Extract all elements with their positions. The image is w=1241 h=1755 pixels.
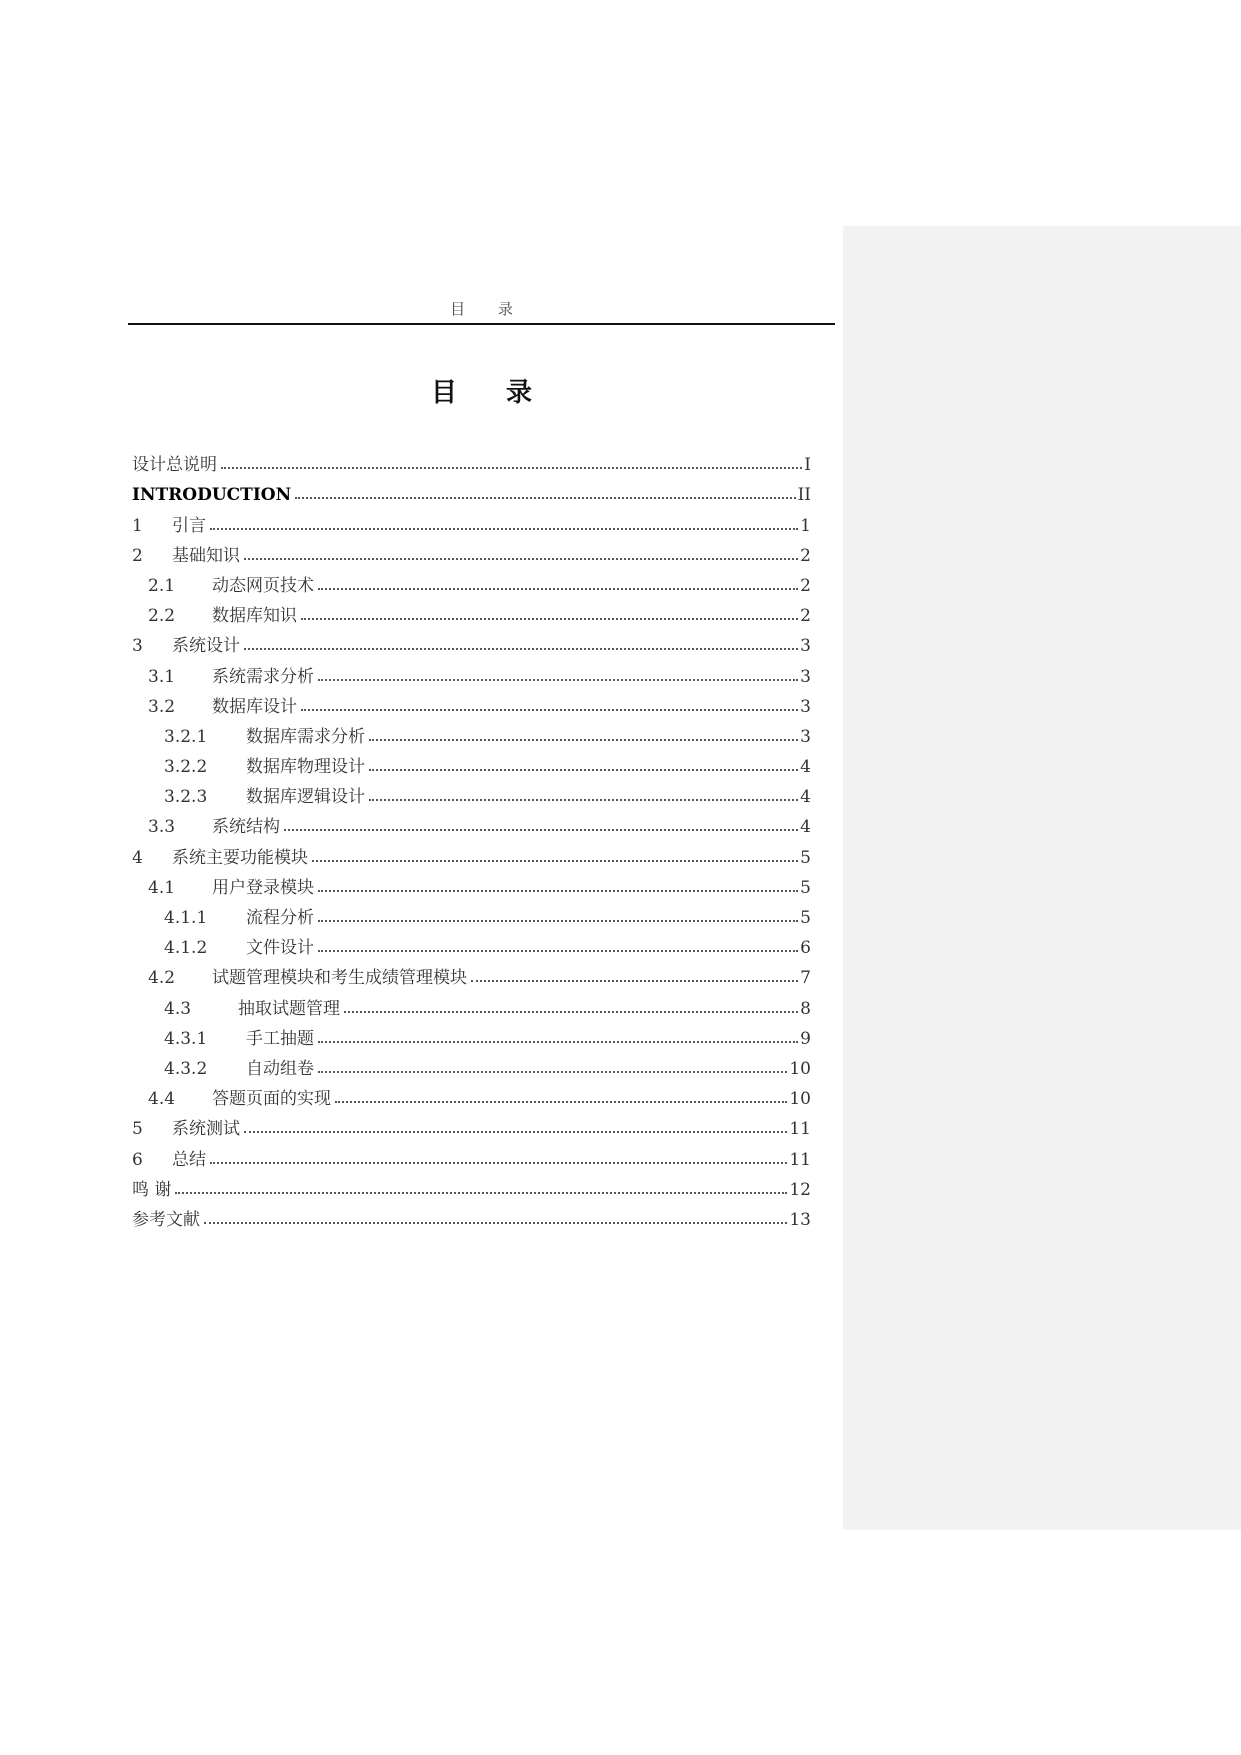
toc-entry[interactable] xyxy=(132,837,811,867)
toc-dot-leader xyxy=(335,1101,787,1103)
toc-entry[interactable] xyxy=(132,656,811,686)
toc-entry-page: 5 xyxy=(800,847,811,868)
toc-entry[interactable] xyxy=(132,898,811,928)
toc-dot-leader xyxy=(221,467,802,469)
toc-dot-leader xyxy=(295,497,795,499)
toc-entry-number: 4 xyxy=(132,847,143,868)
toc-entry-label: 数据库逻辑设计 xyxy=(246,787,365,808)
toc-dot-leader xyxy=(471,980,798,982)
toc-entry-number: 4.3.2 xyxy=(164,1058,208,1079)
toc-entry-number: 3.1 xyxy=(148,666,176,687)
toc-entry-label: 基础知识 xyxy=(172,545,240,566)
toc-entry-number: 3.2.3 xyxy=(164,787,208,808)
toc-dot-leader xyxy=(175,1192,787,1194)
table-of-contents xyxy=(132,445,811,1230)
toc-entry-label: 动态网页技术 xyxy=(212,575,314,596)
toc-dot-leader xyxy=(318,1041,798,1043)
toc-entry[interactable] xyxy=(132,928,811,958)
toc-entry[interactable] xyxy=(132,1139,811,1169)
toc-entry[interactable] xyxy=(132,505,811,535)
toc-entry-number: 3.3 xyxy=(148,817,176,838)
toc-entry-number: 4.1 xyxy=(148,877,176,898)
toc-entry-number: 4.4 xyxy=(148,1089,176,1110)
toc-entry-page: 12 xyxy=(789,1179,811,1200)
toc-entry-number: 3.2.1 xyxy=(164,726,208,747)
toc-dot-leader xyxy=(369,769,798,771)
toc-dot-leader xyxy=(244,558,798,560)
toc-entry-label: 文件设计 xyxy=(246,938,314,959)
toc-entry[interactable] xyxy=(132,1079,811,1109)
toc-entry[interactable] xyxy=(132,747,811,777)
toc-entry-number: 6 xyxy=(132,1149,143,1170)
toc-entry-number: 3.2 xyxy=(148,696,176,717)
toc-dot-leader xyxy=(369,799,798,801)
toc-entry[interactable] xyxy=(132,566,811,596)
toc-entry-label: 系统设计 xyxy=(172,636,240,657)
toc-entry-page: 5 xyxy=(800,877,811,898)
toc-dot-leader xyxy=(244,1131,787,1133)
toc-entry-number: 4.1.2 xyxy=(164,938,208,959)
toc-dot-leader xyxy=(210,528,798,530)
toc-entry-page: 3 xyxy=(800,696,811,717)
toc-entry-label: 参考文献 xyxy=(132,1209,200,1230)
toc-entry-label: 数据库物理设计 xyxy=(246,757,365,778)
toc-entry-page: I xyxy=(804,455,811,476)
toc-entry[interactable] xyxy=(132,777,811,807)
toc-entry-page: II xyxy=(797,485,811,506)
toc-dot-leader xyxy=(312,860,798,862)
toc-entry[interactable] xyxy=(132,807,811,837)
toc-entry-label: 鸣 谢 xyxy=(132,1179,172,1200)
toc-entry-page: 3 xyxy=(800,726,811,747)
toc-entry-label: 数据库知识 xyxy=(212,606,297,627)
toc-dot-leader xyxy=(210,1162,787,1164)
toc-entry-number: 4.3.1 xyxy=(164,1028,208,1049)
toc-entry-page: 5 xyxy=(800,908,811,928)
running-header: 目 录 xyxy=(450,300,527,318)
toc-entry-label: 数据库设计 xyxy=(212,696,297,717)
toc-dot-leader xyxy=(318,890,798,892)
toc-entry-number: 4.3 xyxy=(164,998,192,1019)
toc-entry-label: 抽取试题管理 xyxy=(238,998,340,1019)
toc-entry-label: 试题管理模块和考生成绩管理模块 xyxy=(212,968,467,989)
toc-entry[interactable] xyxy=(132,687,811,717)
toc-entry[interactable] xyxy=(132,1049,811,1079)
toc-entry-number: 3 xyxy=(132,636,143,657)
toc-entry[interactable] xyxy=(132,536,811,566)
toc-entry[interactable] xyxy=(132,717,811,747)
toc-dot-leader xyxy=(318,920,798,922)
toc-entry-number: 2 xyxy=(132,545,143,566)
toc-entry[interactable] xyxy=(132,1170,811,1200)
toc-entry-page: 3 xyxy=(800,666,811,687)
toc-dot-leader xyxy=(369,739,798,741)
toc-entry[interactable] xyxy=(132,988,811,1018)
toc-entry-label: 系统需求分析 xyxy=(212,666,314,687)
toc-entry-page: 2 xyxy=(800,575,811,596)
toc-entry[interactable] xyxy=(132,1109,811,1139)
toc-dot-leader xyxy=(318,588,798,590)
toc-entry-page: 11 xyxy=(789,1149,811,1170)
toc-entry-number: 2.2 xyxy=(148,606,176,627)
toc-dot-leader xyxy=(344,1011,798,1013)
toc-entry-page: 4 xyxy=(800,787,811,808)
toc-entry-label: 用户登录模块 xyxy=(212,877,314,898)
toc-entry-label: INTRODUCTION xyxy=(132,485,292,506)
toc-entry-page: 9 xyxy=(800,1028,811,1049)
toc-entry-label: 答题页面的实现 xyxy=(212,1089,331,1110)
toc-entry-page: 10 xyxy=(789,1058,811,1079)
toc-entry-page: 11 xyxy=(789,1119,811,1140)
toc-dot-leader xyxy=(244,648,798,650)
toc-entry-label: 手工抽题 xyxy=(246,1028,314,1049)
toc-entry[interactable] xyxy=(132,626,811,656)
toc-dot-leader xyxy=(301,709,798,711)
toc-entry-label: 总结 xyxy=(172,1149,206,1170)
toc-entry-page: 6 xyxy=(800,938,811,959)
toc-title: 目 录 xyxy=(430,378,553,408)
toc-entry[interactable] xyxy=(132,958,811,988)
toc-entry-label: 流程分析 xyxy=(246,908,314,928)
toc-entry-number: 5 xyxy=(132,1119,143,1140)
toc-entry[interactable] xyxy=(132,596,811,626)
toc-entry[interactable] xyxy=(132,475,811,505)
toc-entry-label: 引言 xyxy=(172,515,206,536)
toc-entry-page: 2 xyxy=(800,606,811,627)
toc-entry-number: 1 xyxy=(132,515,143,536)
toc-dot-leader xyxy=(284,829,798,831)
toc-entry-label: 自动组卷 xyxy=(246,1058,314,1079)
comment-pane xyxy=(843,226,1241,1530)
toc-entry-number: 4.1.1 xyxy=(164,908,208,928)
toc-entry-label: 系统主要功能模块 xyxy=(172,847,308,868)
toc-entry-page: 8 xyxy=(800,998,811,1019)
toc-entry-page: 3 xyxy=(800,636,811,657)
toc-entry[interactable] xyxy=(132,868,811,898)
toc-entry-label: 系统结构 xyxy=(212,817,280,838)
toc-entry-number: 4.2 xyxy=(148,968,176,989)
toc-dot-leader xyxy=(204,1222,787,1224)
toc-entry[interactable] xyxy=(132,1200,811,1230)
toc-entry-label: 系统测试 xyxy=(172,1119,240,1140)
toc-entry-page: 13 xyxy=(789,1209,811,1230)
toc-entry[interactable] xyxy=(132,445,811,475)
toc-entry-page: 7 xyxy=(800,968,811,989)
toc-entry-page: 1 xyxy=(800,515,811,536)
header-rule xyxy=(128,323,835,325)
toc-entry-label: 数据库需求分析 xyxy=(246,726,365,747)
toc-entry-page: 2 xyxy=(800,545,811,566)
toc-entry-number: 3.2.2 xyxy=(164,757,208,778)
toc-entry-page: 10 xyxy=(789,1089,811,1110)
toc-entry-number: 2.1 xyxy=(148,575,176,596)
toc-entry-page: 4 xyxy=(800,817,811,838)
toc-dot-leader xyxy=(318,950,798,952)
toc-dot-leader xyxy=(318,1071,787,1073)
toc-dot-leader xyxy=(318,679,798,681)
toc-dot-leader xyxy=(301,618,798,620)
toc-entry[interactable] xyxy=(132,1019,811,1049)
toc-entry-label: 设计总说明 xyxy=(132,455,217,476)
toc-entry-page: 4 xyxy=(800,757,811,778)
